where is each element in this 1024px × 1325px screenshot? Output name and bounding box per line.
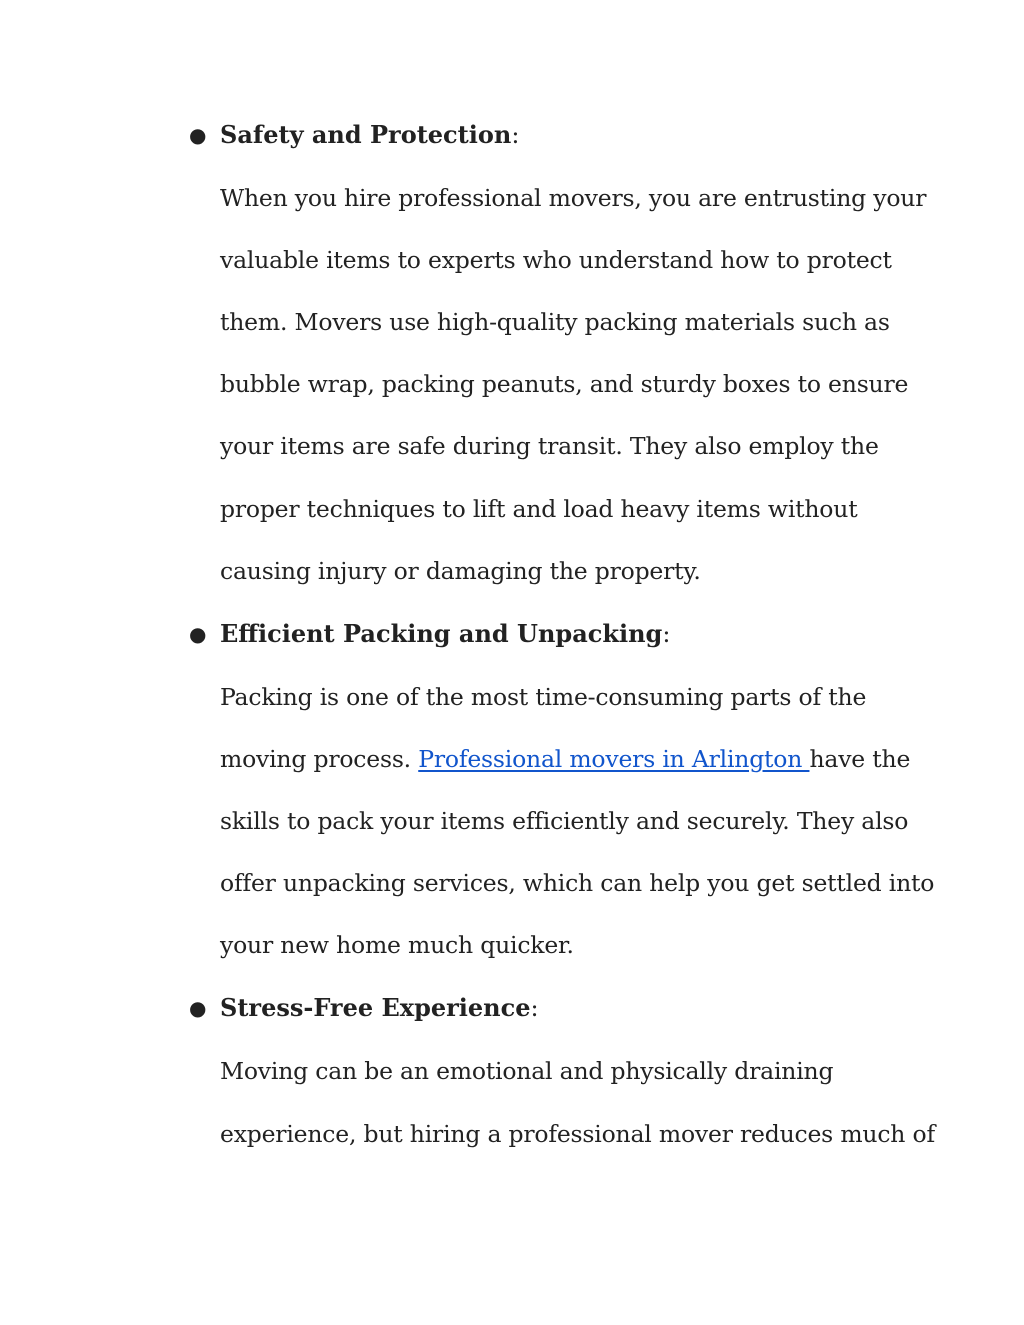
paragraph-line: experience, but hiring a professional mover reduces much of: [220, 1120, 935, 1148]
paragraph-line: causing injury or damaging the property.: [220, 557, 701, 585]
paragraph-line: bubble wrap, packing peanuts, and sturdy boxes to ensure: [220, 370, 909, 398]
paragraph-line: valuable items to experts who understand how to protect: [220, 246, 892, 274]
paragraph-line: When you hire professional movers, you are entrusting your: [220, 184, 927, 212]
paragraph-line: Packing is one of the most time-consuming parts of the: [220, 683, 867, 711]
section-packing-heading-row: [0, 603, 1024, 665]
paragraph-line: offer unpacking services, which can help you get settled into: [220, 869, 935, 897]
heading-colon: :: [511, 121, 520, 149]
section-stress-heading-row: [0, 977, 1024, 1039]
section-heading: [220, 603, 670, 665]
bullet-icon: ●: [189, 996, 207, 1020]
section-safety-heading-row: [0, 104, 1024, 166]
paragraph-line: your new home much quicker.: [220, 931, 574, 959]
section-heading: [220, 104, 519, 166]
heading-text: Stress-Free Experience: [220, 993, 531, 1022]
paragraph-line: them. Movers use high-quality packing materials such as: [220, 308, 890, 336]
heading-colon: :: [662, 620, 671, 648]
paragraph-line-with-link: [220, 728, 910, 790]
bullet-icon: ●: [189, 123, 207, 147]
line-text: moving process.: [220, 745, 419, 773]
paragraph-line: skills to pack your items efficiently and securely. They also: [220, 807, 909, 835]
heading-text: Efficient Packing and Unpacking: [220, 619, 663, 648]
heading-colon: :: [530, 994, 539, 1022]
paragraph-line: proper techniques to lift and load heavy items without: [220, 495, 858, 523]
arlington-movers-link[interactable]: Professional movers in Arlington: [418, 745, 810, 773]
paragraph-line: your items are safe during transit. They also employ the: [220, 432, 879, 460]
line-text: have the: [809, 745, 911, 773]
paragraph-line: Moving can be an emotional and physically draining: [220, 1057, 834, 1085]
section-heading: [220, 977, 539, 1039]
heading-text: Safety and Protection: [220, 120, 512, 149]
bullet-icon: ●: [189, 622, 207, 646]
